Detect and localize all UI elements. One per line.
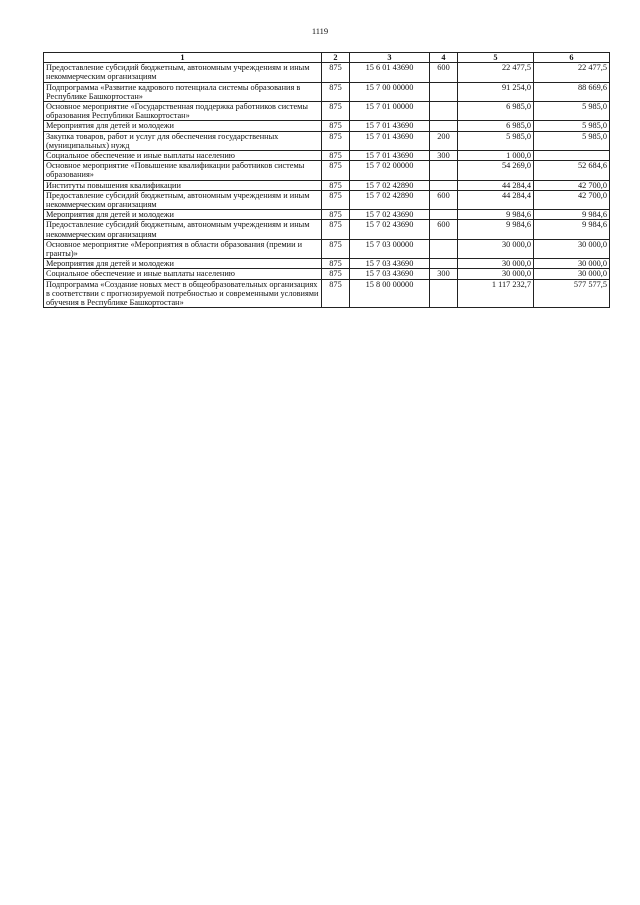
row-sum-year2-cell: 52 684,6 [534, 161, 610, 180]
row-sum-year1-cell: 6 985,0 [458, 121, 534, 131]
table-row [44, 259, 610, 269]
row-name-cell: Предоставление субсидий бюджетным, автономным учреждениям и иным некоммерческим организациям [44, 190, 322, 209]
row-code-cell: 15 8 00 00000 [350, 279, 430, 308]
row-sum-year1-cell: 30 000,0 [458, 239, 534, 258]
row-code-cell: 15 7 03 00000 [350, 239, 430, 258]
row-chapter-cell: 875 [322, 180, 350, 190]
row-name-cell: Предоставление субсидий бюджетным, автономным учреждениям и иным некоммерческим организациям [44, 220, 322, 239]
table-row [44, 151, 610, 161]
row-sum-year2-cell: 30 000,0 [534, 239, 610, 258]
header-col-1: 1 [44, 53, 322, 63]
page-number: 1119 [311, 26, 329, 36]
row-name-cell: Мероприятия для детей и молодежи [44, 210, 322, 220]
row-chapter-cell: 875 [322, 259, 350, 269]
row-chapter-cell: 875 [322, 131, 350, 150]
row-type-cell [430, 121, 458, 131]
table-row [44, 121, 610, 131]
row-chapter-cell: 875 [322, 239, 350, 258]
table-row [44, 131, 610, 150]
row-chapter-cell: 875 [322, 63, 350, 82]
table-body [44, 63, 610, 308]
row-sum-year1-cell: 1 000,0 [458, 151, 534, 161]
header-col-2: 2 [322, 53, 350, 63]
row-code-cell: 15 6 01 43690 [350, 63, 430, 82]
row-sum-year1-cell: 1 117 232,7 [458, 279, 534, 308]
row-code-cell: 15 7 02 43690 [350, 210, 430, 220]
row-sum-year1-cell: 5 985,0 [458, 131, 534, 150]
row-chapter-cell: 875 [322, 190, 350, 209]
row-name-cell: Мероприятия для детей и молодежи [44, 259, 322, 269]
row-name-cell: Закупка товаров, работ и услуг для обеспечения государственных (муниципальных) нужд [44, 131, 322, 150]
row-code-cell: 15 7 01 00000 [350, 102, 430, 121]
table-row [44, 161, 610, 180]
table-row [44, 269, 610, 279]
row-chapter-cell: 875 [322, 121, 350, 131]
row-chapter-cell: 875 [322, 279, 350, 308]
row-code-cell: 15 7 02 42890 [350, 190, 430, 209]
row-sum-year1-cell: 91 254,0 [458, 82, 534, 101]
row-sum-year1-cell: 9 984,6 [458, 220, 534, 239]
row-sum-year1-cell: 44 284,4 [458, 180, 534, 190]
row-sum-year2-cell: 42 700,0 [534, 190, 610, 209]
row-type-cell [430, 259, 458, 269]
row-chapter-cell: 875 [322, 161, 350, 180]
row-sum-year1-cell: 44 284,4 [458, 190, 534, 209]
table-row [44, 82, 610, 101]
row-code-cell: 15 7 00 00000 [350, 82, 430, 101]
row-chapter-cell: 875 [322, 82, 350, 101]
row-name-cell: Институты повышения квалификации [44, 180, 322, 190]
row-name-cell: Подпрограмма «Развитие кадрового потенциала системы образования в Республике Башкортостан» [44, 82, 322, 101]
row-name-cell: Социальное обеспечение и иные выплаты населению [44, 151, 322, 161]
row-type-cell: 600 [430, 63, 458, 82]
row-code-cell: 15 7 03 43690 [350, 259, 430, 269]
row-sum-year1-cell: 30 000,0 [458, 269, 534, 279]
row-type-cell [430, 239, 458, 258]
row-chapter-cell: 875 [322, 269, 350, 279]
table-row [44, 210, 610, 220]
row-sum-year1-cell: 6 985,0 [458, 102, 534, 121]
row-sum-year2-cell: 9 984,6 [534, 210, 610, 220]
row-sum-year2-cell: 5 985,0 [534, 121, 610, 131]
row-sum-year2-cell: 22 477,5 [534, 63, 610, 82]
table-row [44, 63, 610, 82]
row-name-cell: Основное мероприятие «Государственная поддержка работников системы образования Республики Башкортостан» [44, 102, 322, 121]
budget-table [43, 52, 610, 308]
row-type-cell [430, 180, 458, 190]
row-sum-year2-cell: 9 984,6 [534, 220, 610, 239]
row-sum-year2-cell: 577 577,5 [534, 279, 610, 308]
row-type-cell [430, 161, 458, 180]
table-row [44, 180, 610, 190]
row-code-cell: 15 7 01 43690 [350, 121, 430, 131]
header-col-6: 6 [534, 53, 610, 63]
row-code-cell: 15 7 02 42890 [350, 180, 430, 190]
row-type-cell [430, 279, 458, 308]
row-type-cell [430, 82, 458, 101]
header-col-4: 4 [430, 53, 458, 63]
row-sum-year2-cell: 5 985,0 [534, 102, 610, 121]
row-type-cell [430, 102, 458, 121]
row-name-cell: Мероприятия для детей и молодежи [44, 121, 322, 131]
row-sum-year2-cell: 5 985,0 [534, 131, 610, 150]
row-chapter-cell: 875 [322, 151, 350, 161]
row-sum-year2-cell: 30 000,0 [534, 259, 610, 269]
table-row [44, 220, 610, 239]
table-row [44, 102, 610, 121]
header-col-3: 3 [350, 53, 430, 63]
row-sum-year2-cell [534, 151, 610, 161]
row-name-cell: Социальное обеспечение и иные выплаты населению [44, 269, 322, 279]
row-code-cell: 15 7 03 43690 [350, 269, 430, 279]
row-type-cell: 200 [430, 131, 458, 150]
row-sum-year2-cell: 30 000,0 [534, 269, 610, 279]
table-row [44, 239, 610, 258]
row-chapter-cell: 875 [322, 220, 350, 239]
row-name-cell: Предоставление субсидий бюджетным, автономным учреждениям и иным некоммерческим организациям [44, 63, 322, 82]
header-row [44, 53, 610, 63]
row-type-cell [430, 210, 458, 220]
row-sum-year2-cell: 42 700,0 [534, 180, 610, 190]
header-col-5: 5 [458, 53, 534, 63]
row-name-cell: Подпрограмма «Создание новых мест в общеобразовательных организациях в соответствии с прогнозируемой потребностью и современными условиями обучения в Республике Башкортостан» [44, 279, 322, 308]
row-sum-year1-cell: 30 000,0 [458, 259, 534, 269]
row-type-cell: 300 [430, 269, 458, 279]
row-sum-year1-cell: 22 477,5 [458, 63, 534, 82]
table-header [44, 53, 610, 63]
table-row [44, 190, 610, 209]
row-type-cell: 600 [430, 220, 458, 239]
row-type-cell: 300 [430, 151, 458, 161]
row-sum-year1-cell: 9 984,6 [458, 210, 534, 220]
row-type-cell: 600 [430, 190, 458, 209]
row-code-cell: 15 7 01 43690 [350, 151, 430, 161]
row-code-cell: 15 7 02 43690 [350, 220, 430, 239]
row-name-cell: Основное мероприятие «Повышение квалификации работников системы образования» [44, 161, 322, 180]
row-sum-year1-cell: 54 269,0 [458, 161, 534, 180]
row-name-cell: Основное мероприятие «Мероприятия в области образования (премии и гранты)» [44, 239, 322, 258]
table-row [44, 279, 610, 308]
row-code-cell: 15 7 02 00000 [350, 161, 430, 180]
row-sum-year2-cell: 88 669,6 [534, 82, 610, 101]
row-chapter-cell: 875 [322, 210, 350, 220]
row-code-cell: 15 7 01 43690 [350, 131, 430, 150]
row-chapter-cell: 875 [322, 102, 350, 121]
